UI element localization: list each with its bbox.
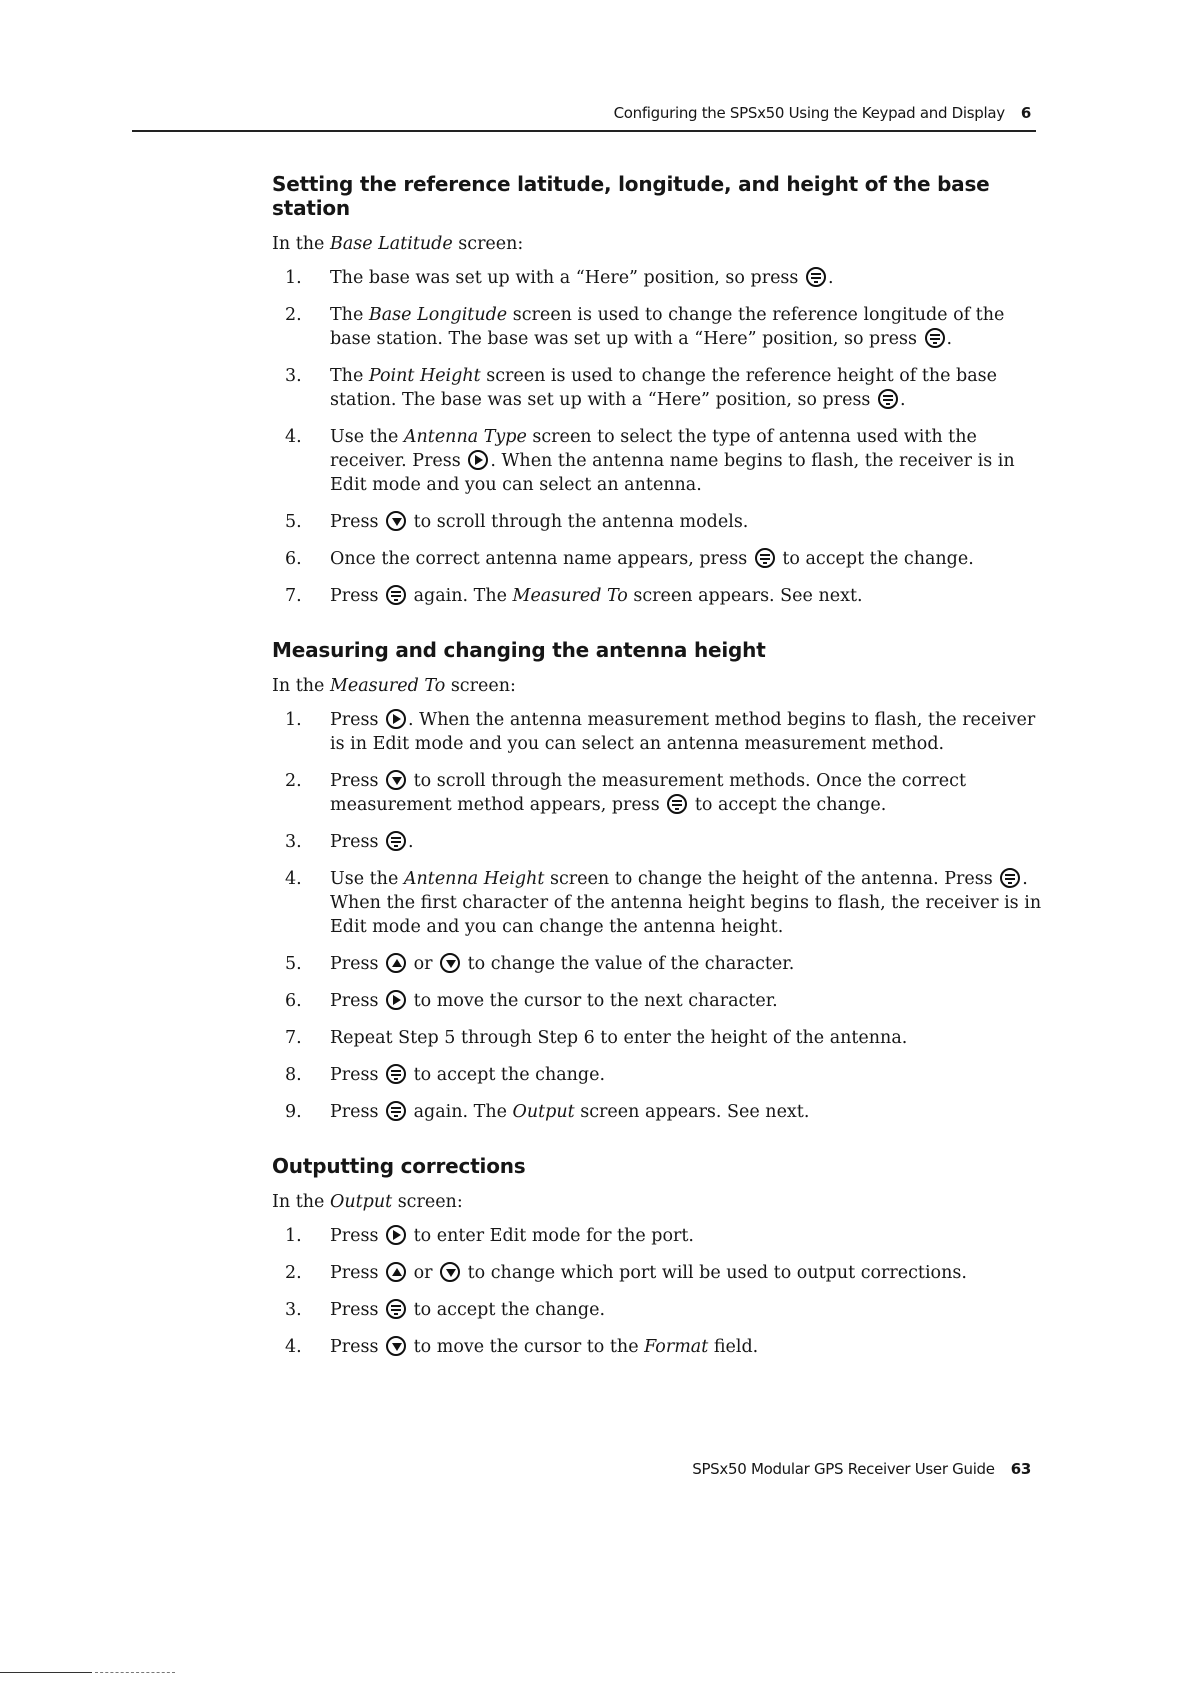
- text-run: Press: [330, 1226, 385, 1246]
- down-arrow-key-icon: [440, 953, 460, 973]
- footer-title: SPSx50 Modular GPS Receiver User Guide: [692, 1460, 995, 1478]
- text-run: to move the cursor to the next character.: [408, 991, 778, 1011]
- step-number: 1.: [285, 268, 302, 288]
- step-list: [272, 708, 1042, 1124]
- chapter-number: 6: [1020, 104, 1031, 122]
- page-body: [272, 172, 1042, 1372]
- text-run: screen:: [392, 1192, 463, 1212]
- text-run: field.: [708, 1337, 759, 1357]
- enter-key-icon: [386, 831, 406, 851]
- step-item: [272, 708, 1042, 756]
- step-number: 4.: [285, 869, 302, 889]
- screen-name: Format: [644, 1337, 709, 1357]
- text-run: .: [946, 329, 953, 349]
- screen-name: Output: [512, 1102, 575, 1122]
- enter-key-icon: [878, 389, 898, 409]
- step-item: [272, 989, 1042, 1013]
- step-item: [272, 1224, 1042, 1248]
- text-run: to move the cursor to the: [408, 1337, 645, 1357]
- step-number: 4.: [285, 1337, 302, 1357]
- text-run: screen:: [445, 676, 516, 696]
- enter-key-icon: [667, 794, 687, 814]
- up-arrow-key-icon: [386, 953, 406, 973]
- text-run: The: [330, 305, 369, 325]
- text-run: Press: [330, 1065, 385, 1085]
- step-number: 7.: [285, 1028, 302, 1048]
- step-number: 9.: [285, 1102, 302, 1122]
- scan-edge-mark-dashed: [95, 1672, 175, 1674]
- screen-name: Measured To: [329, 676, 446, 696]
- text-run: screen appears. See next.: [627, 586, 863, 606]
- step-number: 7.: [285, 586, 302, 606]
- screen-name: Point Height: [368, 366, 481, 386]
- enter-key-icon: [806, 267, 826, 287]
- text-run: Press: [330, 771, 385, 791]
- section-intro: [272, 234, 1042, 254]
- screen-name: Output: [329, 1192, 393, 1212]
- step-number: 5.: [285, 954, 302, 974]
- text-run: Press: [330, 1102, 385, 1122]
- enter-key-icon: [386, 585, 406, 605]
- step-number: 6.: [285, 991, 302, 1011]
- step-item: [272, 867, 1042, 939]
- screen-name: Base Latitude: [329, 234, 453, 254]
- step-number: 3.: [285, 1300, 302, 1320]
- text-run: or: [408, 954, 439, 974]
- text-run: . When the antenna measurement method begins to flash, the receiver is in Edit mode and you can select an antenna measurement method.: [330, 710, 1036, 754]
- text-run: screen appears. See next.: [574, 1102, 810, 1122]
- text-run: Press: [330, 1337, 385, 1357]
- right-arrow-key-icon: [386, 990, 406, 1010]
- text-run: Press: [330, 832, 385, 852]
- step-item: [272, 1298, 1042, 1322]
- step-item: [272, 1335, 1042, 1359]
- text-run: to accept the change.: [408, 1065, 606, 1085]
- enter-key-icon: [386, 1064, 406, 1084]
- enter-key-icon: [925, 328, 945, 348]
- step-number: 2.: [285, 771, 302, 791]
- step-item: [272, 547, 1042, 571]
- step-list: [272, 1224, 1042, 1359]
- text-run: Press: [330, 710, 385, 730]
- step-item: [272, 364, 1042, 412]
- text-run: screen is used to change the reference longitude of the base station. The base was set up with a “Here” position, so press: [330, 305, 1005, 349]
- down-arrow-key-icon: [386, 1336, 406, 1356]
- enter-key-icon: [386, 1101, 406, 1121]
- step-item: [272, 425, 1042, 497]
- step-item: [272, 266, 1042, 290]
- step-number: 1.: [285, 1226, 302, 1246]
- step-item: [272, 1261, 1042, 1285]
- step-number: 2.: [285, 305, 302, 325]
- right-arrow-key-icon: [386, 709, 406, 729]
- text-run: .: [827, 268, 834, 288]
- page-footer: [0, 1460, 1031, 1478]
- text-run: . When the antenna name begins to flash, the receiver is in Edit mode and you can select an antenna.: [330, 451, 1015, 495]
- text-run: Once the correct antenna name appears, press: [330, 549, 753, 569]
- down-arrow-key-icon: [386, 511, 406, 531]
- enter-key-icon: [755, 548, 775, 568]
- step-list: [272, 266, 1042, 608]
- right-arrow-key-icon: [386, 1225, 406, 1245]
- text-run: screen:: [452, 234, 524, 254]
- screen-name: Base Longitude: [368, 305, 508, 325]
- text-run: to accept the change.: [776, 549, 974, 569]
- right-arrow-key-icon: [468, 450, 488, 470]
- running-head: [0, 104, 1031, 122]
- text-run: to accept the change.: [408, 1300, 606, 1320]
- enter-key-icon: [1000, 868, 1020, 888]
- text-run: to enter Edit mode for the port.: [408, 1226, 694, 1246]
- screen-name: Antenna Type: [403, 427, 527, 447]
- step-number: 3.: [285, 366, 302, 386]
- text-run: The base was set up with a “Here” position, so press: [330, 268, 804, 288]
- section-heading: Outputting corrections: [272, 1154, 526, 1178]
- step-number: 4.: [285, 427, 302, 447]
- text-run: screen to change the height of the antenna. Press: [544, 869, 999, 889]
- step-item: [272, 1100, 1042, 1124]
- text-run: Use the: [330, 869, 404, 889]
- text-run: .: [899, 390, 906, 410]
- text-run: Repeat Step 5 through Step 6 to enter the height of the antenna.: [330, 1028, 908, 1048]
- text-run: Press: [330, 1263, 385, 1283]
- text-run: In the: [272, 676, 330, 696]
- text-run: to scroll through the antenna models.: [408, 512, 749, 532]
- text-run: Use the: [330, 427, 404, 447]
- text-run: The: [330, 366, 369, 386]
- section-intro: [272, 676, 1042, 696]
- text-run: . When the first character of the antenna height begins to flash, the receiver is in Edit mode and you can change the antenna height.: [330, 869, 1042, 937]
- text-run: or: [408, 1263, 439, 1283]
- step-number: 2.: [285, 1263, 302, 1283]
- text-run: Press: [330, 586, 385, 606]
- text-run: Press: [330, 512, 385, 532]
- text-run: to change the value of the character.: [462, 954, 795, 974]
- down-arrow-key-icon: [440, 1262, 460, 1282]
- screen-name: Antenna Height: [403, 869, 545, 889]
- text-run: to scroll through the measurement methods. Once the correct measurement method appears, press: [330, 771, 966, 815]
- step-item: [272, 303, 1042, 351]
- text-run: In the: [272, 234, 330, 254]
- text-run: screen to select the type of antenna used with the receiver. Press: [330, 427, 977, 471]
- step-item: [272, 1026, 1042, 1050]
- step-item: [272, 769, 1042, 817]
- scan-edge-mark: [0, 1672, 92, 1673]
- step-item: [272, 510, 1042, 534]
- step-number: 1.: [285, 710, 302, 730]
- text-run: Press: [330, 991, 385, 1011]
- text-run: again. The: [408, 1102, 513, 1122]
- text-run: In the: [272, 1192, 330, 1212]
- screen-name: Measured To: [512, 586, 628, 606]
- step-number: 5.: [285, 512, 302, 532]
- text-run: Press: [330, 954, 385, 974]
- section-heading: Measuring and changing the antenna height: [272, 638, 766, 662]
- section-heading: Setting the reference latitude, longitude, and height of the base station: [272, 172, 990, 220]
- step-item: [272, 830, 1042, 854]
- header-rule: [132, 130, 1036, 132]
- page-number: 63: [1010, 1460, 1031, 1478]
- step-number: 8.: [285, 1065, 302, 1085]
- up-arrow-key-icon: [386, 1262, 406, 1282]
- step-item: [272, 952, 1042, 976]
- text-run: again. The: [408, 586, 513, 606]
- step-number: 3.: [285, 832, 302, 852]
- text-run: screen is used to change the reference height of the base station. The base was set up with a “Here” position, so press: [330, 366, 998, 410]
- down-arrow-key-icon: [386, 770, 406, 790]
- text-run: to change which port will be used to output corrections.: [462, 1263, 967, 1283]
- step-item: [272, 1063, 1042, 1087]
- running-head-title: Configuring the SPSx50 Using the Keypad and Display: [613, 104, 1005, 122]
- step-number: 6.: [285, 549, 302, 569]
- step-item: [272, 584, 1042, 608]
- enter-key-icon: [386, 1299, 406, 1319]
- text-run: to accept the change.: [689, 795, 887, 815]
- text-run: Press: [330, 1300, 385, 1320]
- text-run: .: [408, 832, 414, 852]
- section-intro: [272, 1192, 1042, 1212]
